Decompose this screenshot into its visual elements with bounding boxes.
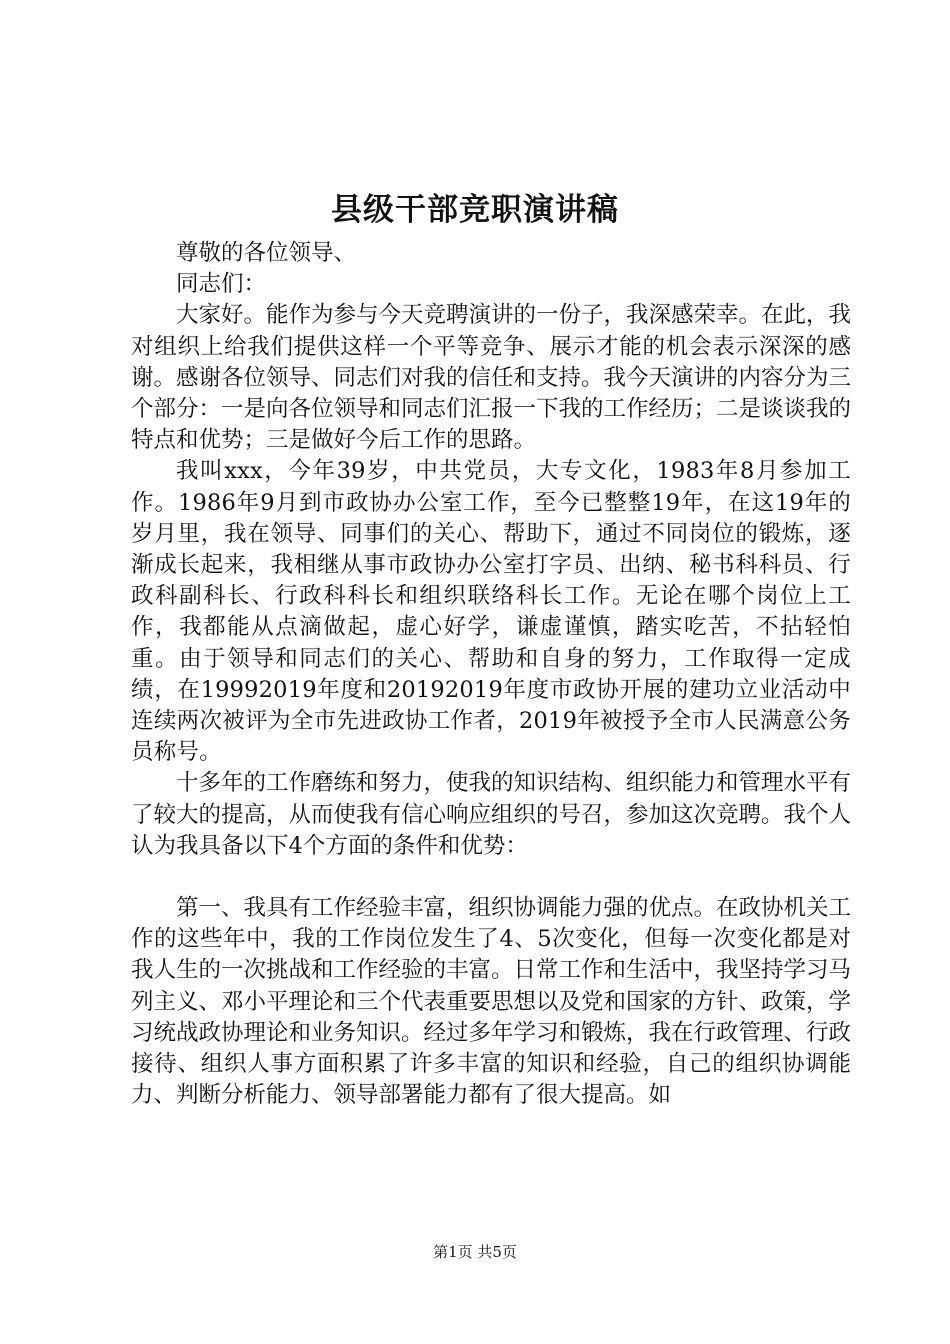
paragraph-strength-one: 第一、我具有工作经验丰富，组织协调能力强的优点。在政协机关工作的这些年中，我的工作岗位发生了4、5次变化，但每一次变化都是对我人生的一次挑战和工作经验的丰富。日常工作和生活中，我坚持学习马列主义、邓小平理论和三个代表重要思想以及党和国家的方针、政策，学习统战政协理论和业务知识。经过多年学习和锻炼，我在行政管理、行政接待、组织人事方面积累了许多丰富的知识和经验，自己的组织协调能力、判断分析能力、领导部署能力都有了很大提高。如	[131, 895, 852, 1109]
document-title: 县级干部竞职演讲稿	[331, 192, 619, 228]
paragraph-spacer	[131, 862, 851, 893]
document-body	[131, 238, 851, 1111]
paragraph-strengths-intro: 十多年的工作磨练和努力，使我的知识结构、组织能力和管理水平有了较大的提高，从而使我有信心响应组织的号召，参加这次竞聘。我个人认为我具备以下4个方面的条件和优势：	[131, 770, 852, 859]
paragraph-greeting: 大家好。能作为参与今天竞聘演讲的一份子，我深感荣幸。在此，我对组织上给我们提供这样一个平等竞争、展示才能的机会表示深深的感谢。感谢各位领导、同志们对我的信任和支持。我今天演讲的内容分为三个部分：一是向各位领导和同志们汇报一下我的工作经历；二是谈谈我的特点和优势；三是做好今后工作的思路。	[131, 302, 852, 454]
paragraph-work-history: 我叫xxx，今年39岁，中共党员，大专文化，1983年8月参加工作。1986年9月到市政协办公室工作，至今已整整19年，在这19年的岁月里，我在领导、同事们的关心、帮助下，通过不同岗位的锻炼，逐渐成长起来，我相继从事市政协办公室打字员、出纳、秘书科科员、行政科副科长、行政科科长和组织联络科长工作。无论在哪个岗位上工作，我都能从点滴做起，虚心好学，谦虚谨慎，踏实吃苦，不拈轻怕重。由于领导和同志们的关心、帮助和自身的努力，工作取得一定成绩，在19992019年度和20192019年度市政协开展的建功立业活动中连续两次被评为全市先进政协工作者，2019年被授予全市人民满意公务员称号。	[131, 458, 851, 766]
page-number-footer: 第1页 共5页	[433, 1243, 517, 1261]
salutation-line-2: 同志们：	[176, 271, 267, 298]
salutation-line-1: 尊敬的各位领导、	[176, 240, 357, 266]
